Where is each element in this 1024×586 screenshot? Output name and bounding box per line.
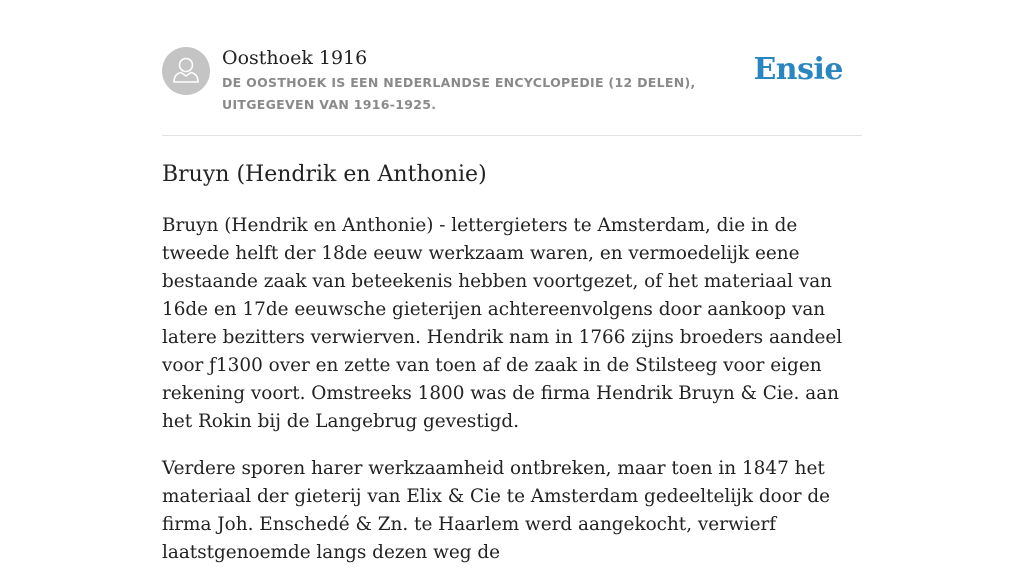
- user-silhouette-icon: [162, 47, 210, 95]
- source-header: [162, 46, 862, 136]
- ensie-logo[interactable]: Ensie: [753, 52, 843, 87]
- article-paragraph: Verdere sporen harer werkzaamheid ontbreken, maar toen in 1847 het materiaal der gieterij van Elix & Cie te Amsterdam gedeeltelijk door de firma Joh. Enschedé & Zn. te Haarlem werd aangekocht, verwierf laatstgenoemde langs dezen weg de: [162, 458, 831, 563]
- source-description: DE OOSTHOEK IS EEN NEDERLANDSE ENCYCLOPEDIE (12 DELEN), UITGEGEVEN VAN 1916-1925.: [222, 75, 696, 112]
- article-title: Bruyn (Hendrik en Anthonie): [162, 162, 487, 187]
- header-divider: [162, 135, 862, 136]
- article-paragraph: Bruyn (Hendrik en Anthonie) - lettergieters te Amsterdam, die in de tweede helft der 18de eeuw werkzaam waren, en vermoedelijk eene bestaande zaak van beteekenis hebben voortgezet, of het materiaal van 16de en 17de eeuwsche gieterijen achtereenvolgens door aankoop van latere bezitters verwierven. Hendrik nam in 1766 zijns broeders aandeel voor ƒ1300 over en zette van toen af de zaak in de Stilsteeg voor eigen rekening voort. Omstreeks 1800 was de firma Hendrik Bruyn & Cie. aan het Rokin bij de Langebrug gevestigd.: [162, 215, 843, 432]
- article-body: [162, 212, 864, 586]
- user-avatar-icon[interactable]: [162, 47, 210, 95]
- source-name[interactable]: Oosthoek 1916: [222, 47, 368, 69]
